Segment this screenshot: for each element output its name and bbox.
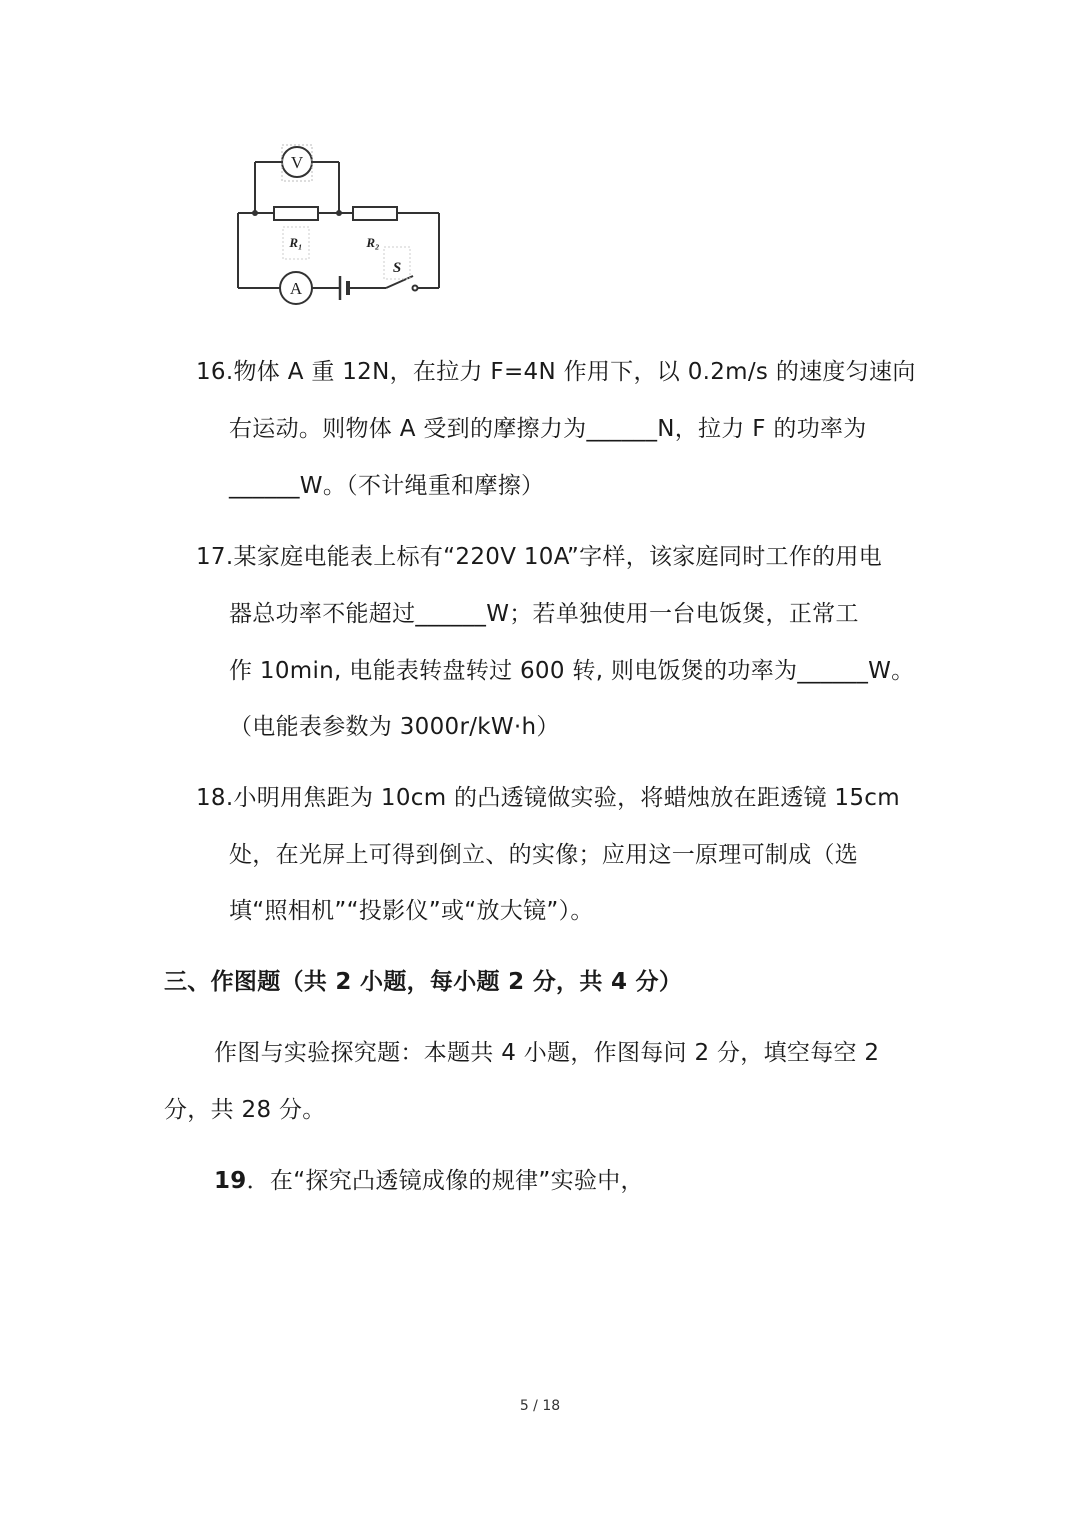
q16-line-3: ______W。（不计绳重和摩擦） (229, 473, 545, 499)
switch-blade (386, 276, 413, 288)
ammeter-label: A (289, 279, 303, 298)
resistor-r1 (274, 207, 318, 220)
switch-label: S (392, 260, 402, 276)
resistor-r2 (353, 207, 397, 220)
q17-line-3: 作 10min, 电能表转盘转过 600 转, 则电饭煲的功率为______W。 (229, 658, 915, 684)
q16-line-2: 右运动。则物体 A 受到的摩擦力为______N，拉力 F 的功率为 (229, 416, 867, 442)
q19-line (214, 1166, 644, 1196)
switch-contact (413, 286, 418, 291)
q16-line-1: 16.物体 A 重 12N，在拉力 F=4N 作用下，以 0.2m/s 的速度匀速向 (196, 359, 916, 385)
q18-line-2: 处，在光屏上可得到倒立、的实像；应用这一原理可制成（选 (229, 842, 859, 868)
junction (336, 210, 342, 216)
page-number: 5 / 18 (519, 1398, 561, 1414)
q17-line-1: 17.某家庭电能表上标有“220V 10A”字样，该家庭同时工作的用电 (196, 544, 883, 570)
q18-line-3: 填“照相机”“投影仪”或“放大镜”）。 (229, 898, 594, 924)
r1-label: R₁ (289, 235, 303, 250)
q19-text: ．在“探究凸透镜成像的规律”实验中， (246, 1168, 644, 1194)
section-intro-line-1: 作图与实验探究题：本题共 4 小题，作图每问 2 分，填空每空 2 (214, 1040, 880, 1066)
section-heading: 三、作图题（共 2 小题，每小题 2 分，共 4 分） (164, 969, 683, 995)
voltmeter-label: V (290, 153, 304, 172)
circuit-diagram (228, 135, 448, 310)
junction (252, 210, 258, 216)
q17-line-2: 器总功率不能超过______W；若单独使用一台电饭煲，正常工 (229, 601, 859, 627)
q18-line-1: 18.小明用焦距为 10cm 的凸透镜做实验，将蜡烛放在距透镜 15cm (196, 785, 900, 811)
r2-label: R₂ (366, 235, 380, 250)
q17-line-4: （电能表参数为 3000r/kW·h） (229, 714, 560, 740)
section-intro-line-2: 分，共 28 分。 (164, 1097, 326, 1123)
q19-number: 19 (214, 1168, 247, 1194)
